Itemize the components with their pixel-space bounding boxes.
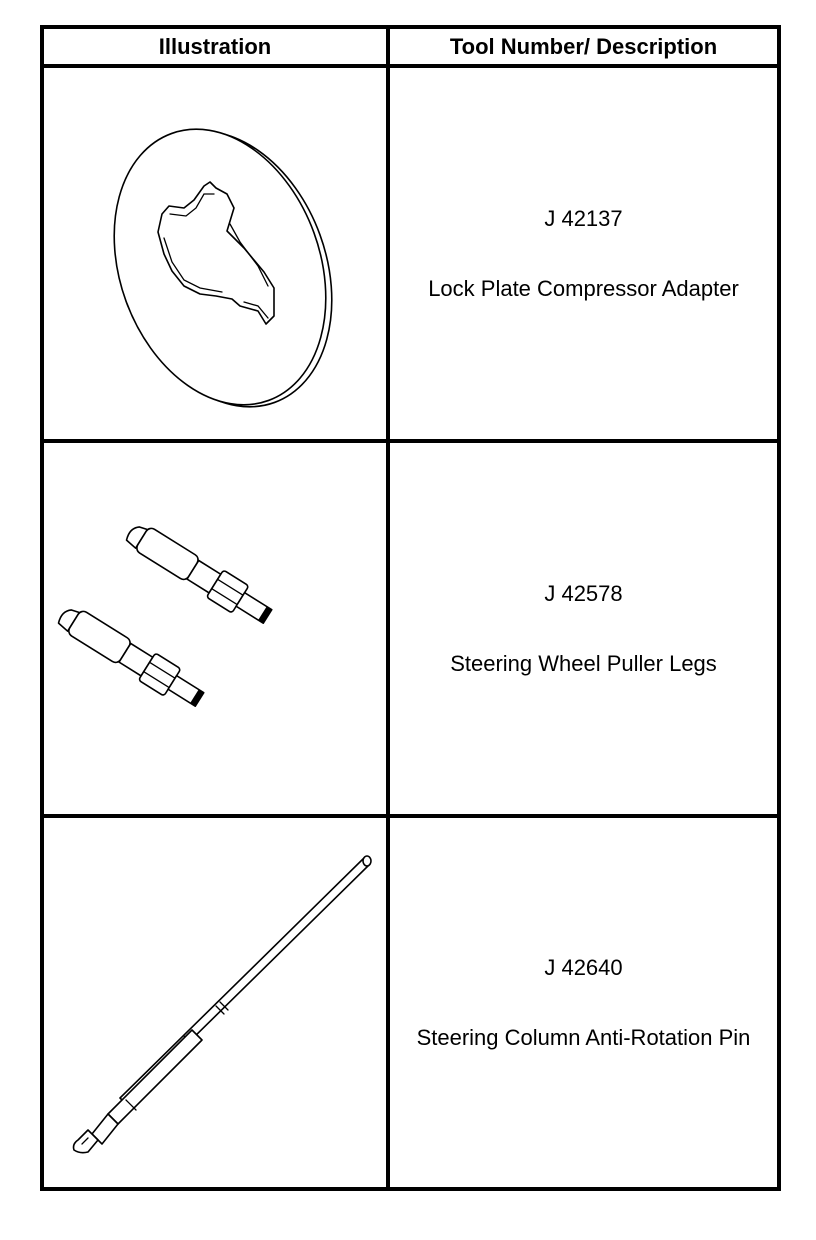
tool-number: J 42640	[544, 954, 623, 980]
illustration-cell	[44, 443, 386, 814]
description-cell	[390, 68, 777, 439]
tool-number: J 42137	[544, 205, 623, 231]
header-tool-description: Tool Number/ Description	[449, 33, 718, 59]
illustration-cell	[44, 818, 386, 1187]
tool-description: Lock Plate Compressor Adapter	[428, 275, 739, 301]
illustration-cell	[44, 68, 386, 439]
tool-description: Steering Column Anti-Rotation Pin	[416, 1024, 751, 1050]
anti-rotation-pin-illustration	[44, 818, 386, 1187]
lock-plate-compressor-adapter-illustration	[44, 66, 386, 441]
table-row	[44, 443, 777, 818]
tool-description: Steering Wheel Puller Legs	[450, 650, 717, 676]
tool-table	[40, 25, 781, 1191]
steering-wheel-puller-legs-illustration	[44, 441, 386, 816]
header-illustration: Illustration	[158, 33, 272, 59]
table-header-row	[44, 29, 777, 68]
description-cell	[390, 443, 777, 814]
table-row	[44, 68, 777, 443]
tool-number: J 42578	[544, 580, 623, 606]
table-row	[44, 818, 777, 1187]
header-illustration-cell	[44, 29, 386, 64]
header-description-cell	[390, 29, 777, 64]
description-cell	[390, 818, 777, 1187]
